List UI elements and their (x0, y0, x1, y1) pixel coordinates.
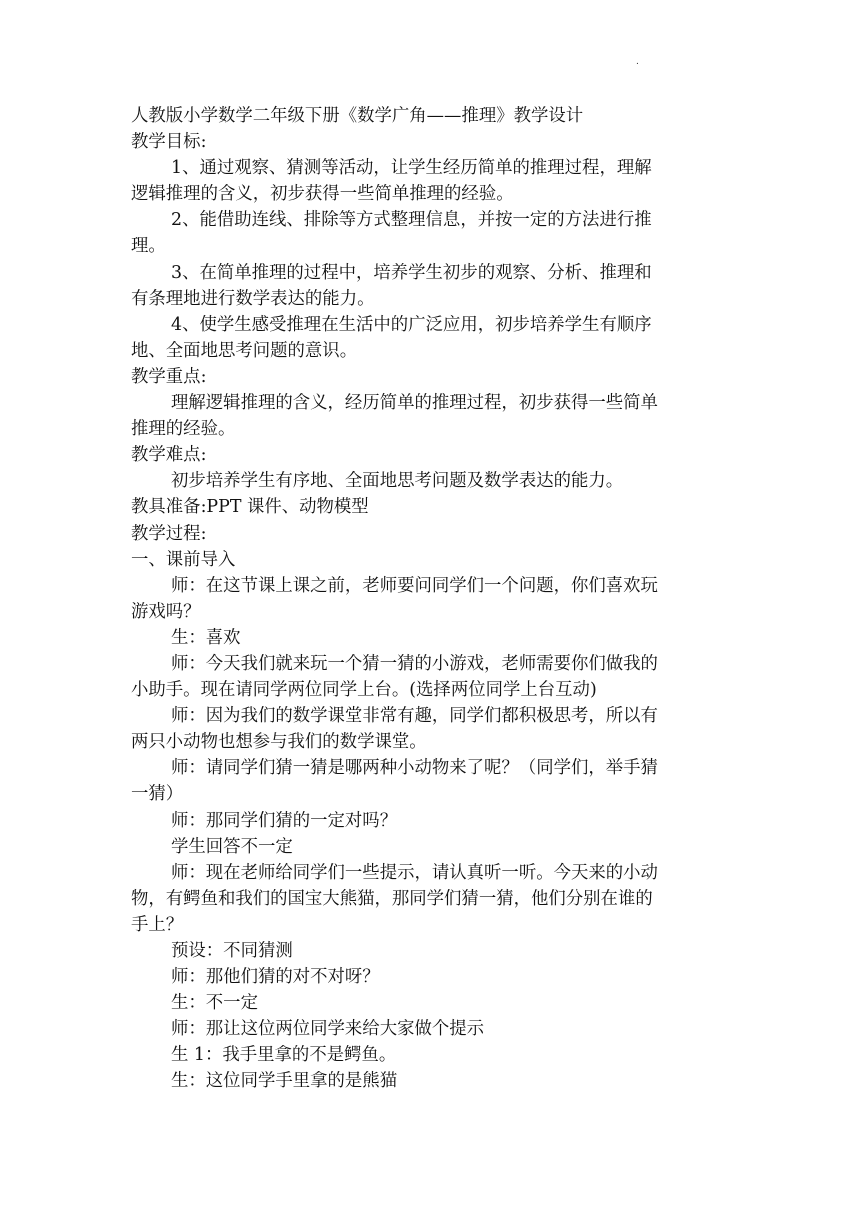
dialogue-8-line-3: 手上？ (131, 914, 184, 935)
dialogue-4-line-2: 两只小动物也想参与我们的数学课堂。 (131, 732, 427, 753)
objective-3-line-2: 有条理地进行数学表达的能力。 (131, 288, 375, 309)
dialogue-11-line-1: 生：不一定 (171, 993, 258, 1014)
objective-1-line-2: 逻辑推理的含义，初步获得一些简单推理的经验。 (131, 184, 514, 205)
dialogue-13-line-1: 生 1：我手里拿的不是鳄鱼。 (171, 1045, 397, 1066)
process-heading: 教学过程: (131, 523, 207, 544)
dialogue-3-line-1: 师：今天我们就来玩一个猜一猜的小游戏，老师需要你们做我的 (171, 653, 658, 674)
objective-1-line-1: 1、通过观察、猜测等活动，让学生经历简单的推理过程，理解 (171, 158, 652, 179)
dialogue-8-line-2: 物，有鳄鱼和我们的国宝大熊猫，那同学们猜一猜，他们分别在谁的 (131, 888, 653, 909)
objective-4-line-1: 4、使学生感受推理在生活中的广泛应用，初步培养学生有顺序 (171, 314, 652, 335)
dialogue-6-line-1: 师：那同学们猜的一定对吗？ (171, 810, 398, 831)
dialogue-10-line-1: 师：那他们猜的对不对呀？ (171, 967, 380, 988)
difficulties-heading: 教学难点: (131, 445, 207, 466)
dialogue-4-line-1: 师：因为我们的数学课堂非常有趣，同学们都积极思考，所以有 (171, 706, 658, 727)
dialogue-7-line-1: 学生回答不一定 (171, 836, 293, 857)
dialogue-5-line-2: 一猜） (131, 784, 184, 805)
objective-2-line-1: 2、能借助连线、排除等方式整理信息，并按一定的方法进行推 (171, 210, 652, 231)
key-points-heading: 教学重点: (131, 366, 207, 387)
objective-3-line-1: 3、在简单推理的过程中，培养学生初步的观察、分析、推理和 (171, 262, 652, 283)
dialogue-1-line-1: 师：在这节课上课之前，老师要问同学们一个问题，你们喜欢玩 (171, 575, 658, 596)
part-one-heading: 一、课前导入 (131, 549, 236, 570)
page-corner-mark: . (636, 57, 639, 67)
dialogue-2-line-1: 生：喜欢 (171, 627, 241, 648)
document-body (131, 103, 733, 1095)
objective-2-line-2: 理。 (131, 236, 166, 257)
document-title: 人教版小学数学二年级下册《数学广角——推理》教学设计 (131, 106, 584, 126)
dialogue-9-line-1: 预设：不同猜测 (171, 941, 293, 961)
dialogue-14-line-1: 生：这位同学手里拿的是熊猫 (171, 1071, 398, 1092)
objectives-heading: 教学目标: (131, 132, 207, 153)
difficulties-text: 初步培养学生有序地、全面地思考问题及数学表达的能力。 (171, 471, 624, 492)
dialogue-12-line-1: 师：那让这位两位同学来给大家做个提示 (171, 1019, 485, 1040)
dialogue-8-line-1: 师：现在老师给同学们一些提示，请认真听一听。今天来的小动 (171, 862, 658, 883)
dialogue-1-line-2: 游戏吗？ (131, 601, 201, 622)
materials-line: 教具准备:PPT 课件、动物模型 (131, 497, 369, 518)
key-points-line-1: 理解逻辑推理的含义，经历简单的推理过程，初步获得一些简单 (171, 393, 658, 414)
dialogue-3-line-2: 小助手。现在请同学两位同学上台。(选择两位同学上台互动) (131, 680, 597, 701)
objective-4-line-2: 地、全面地思考问题的意识。 (131, 340, 358, 361)
dialogue-5-line-1: 师：请同学们猜一猜是哪两种小动物来了呢？（同学们，举手猜 (171, 758, 658, 779)
key-points-line-2: 推理的经验。 (131, 419, 236, 440)
